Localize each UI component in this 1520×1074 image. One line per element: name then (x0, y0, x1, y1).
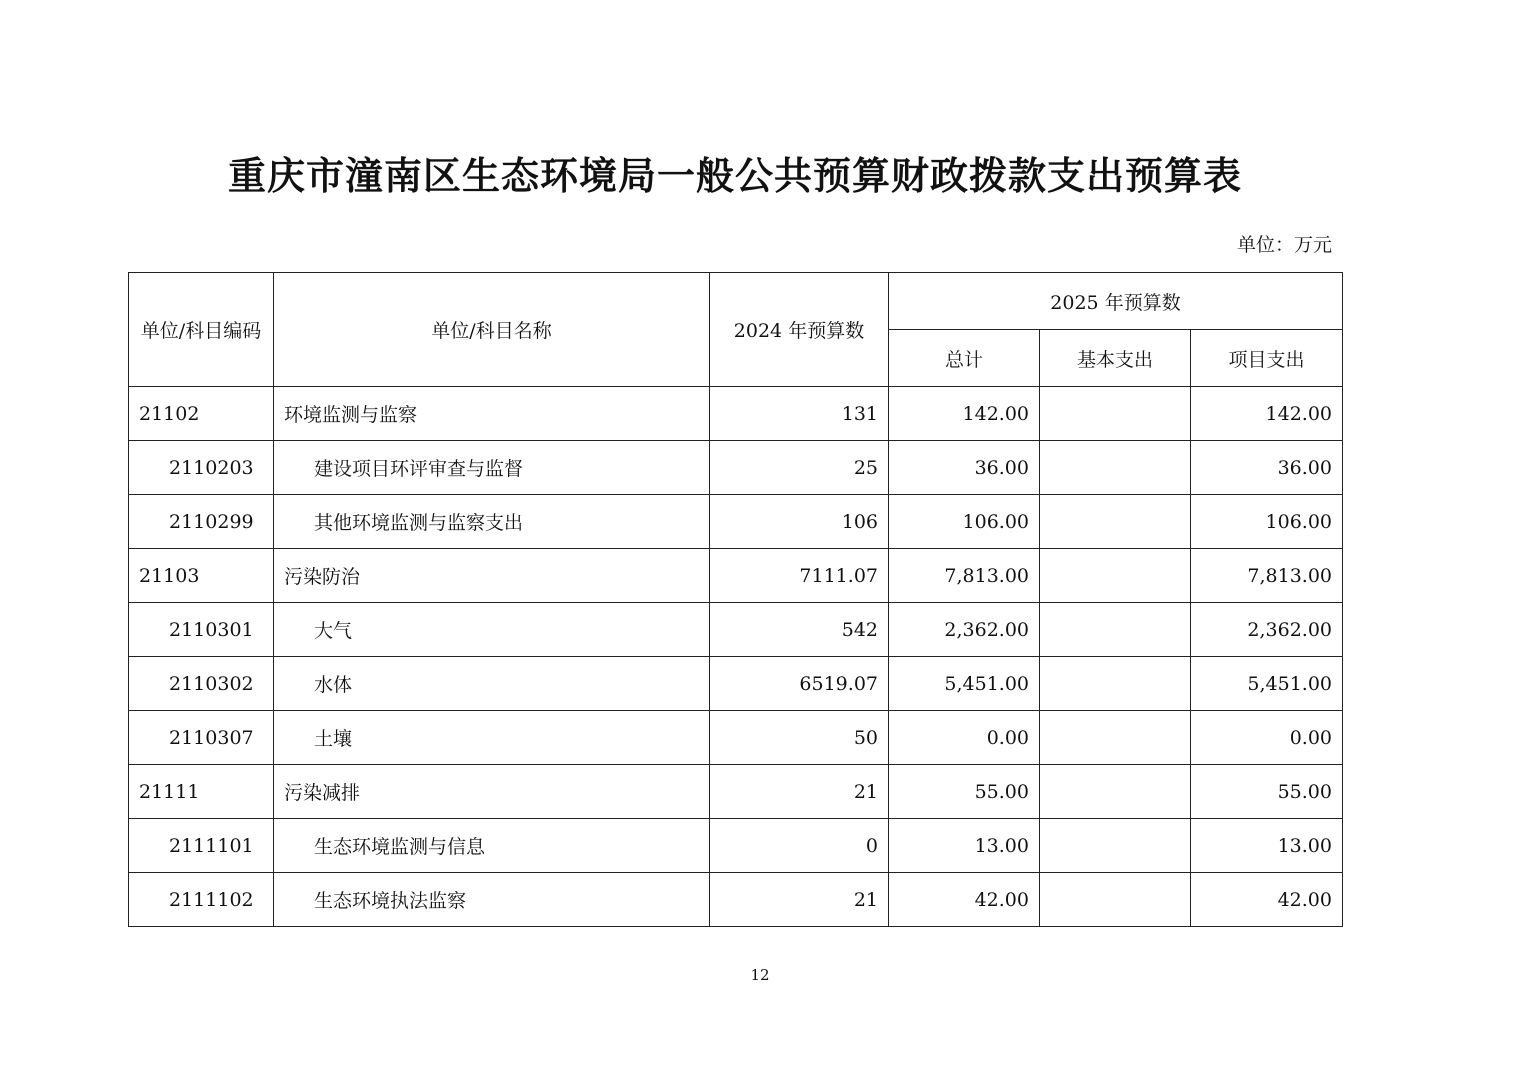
cell-project: 36.00 (1191, 441, 1343, 495)
cell-code: 2111102 (129, 873, 274, 927)
cell-total: 0.00 (889, 711, 1040, 765)
cell-name: 污染减排 (274, 765, 710, 819)
table-body (129, 387, 1343, 927)
cell-project: 2,362.00 (1191, 603, 1343, 657)
cell-budget-2024: 7111.07 (710, 549, 889, 603)
header-project: 项目支出 (1191, 330, 1343, 387)
cell-budget-2024: 542 (710, 603, 889, 657)
cell-basic (1040, 819, 1191, 873)
cell-name: 污染防治 (274, 549, 710, 603)
table-row (129, 873, 1343, 927)
cell-code: 2110302 (129, 657, 274, 711)
cell-basic (1040, 873, 1191, 927)
cell-basic (1040, 387, 1191, 441)
cell-total: 106.00 (889, 495, 1040, 549)
header-basic: 基本支出 (1040, 330, 1191, 387)
cell-name: 水体 (274, 657, 710, 711)
cell-basic (1040, 441, 1191, 495)
cell-budget-2024: 6519.07 (710, 657, 889, 711)
cell-code: 2111101 (129, 819, 274, 873)
cell-name: 大气 (274, 603, 710, 657)
table-row (129, 711, 1343, 765)
table-row (129, 765, 1343, 819)
cell-project: 55.00 (1191, 765, 1343, 819)
cell-total: 42.00 (889, 873, 1040, 927)
cell-budget-2024: 0 (710, 819, 889, 873)
page-number: 12 (750, 966, 770, 984)
table-row (129, 549, 1343, 603)
cell-basic (1040, 495, 1191, 549)
cell-name: 建设项目环评审查与监督 (274, 441, 710, 495)
header-total: 总计 (889, 330, 1040, 387)
cell-budget-2024: 106 (710, 495, 889, 549)
header-budget-2024: 2024 年预算数 (710, 273, 889, 387)
cell-project: 5,451.00 (1191, 657, 1343, 711)
table-row (129, 441, 1343, 495)
header-code: 单位/科目编码 (129, 273, 274, 387)
cell-project: 106.00 (1191, 495, 1343, 549)
cell-basic (1040, 657, 1191, 711)
cell-name: 生态环境执法监察 (274, 873, 710, 927)
unit-label: 单位：万元 (1236, 234, 1332, 256)
cell-budget-2024: 50 (710, 711, 889, 765)
table-row (129, 657, 1343, 711)
cell-basic (1040, 711, 1191, 765)
cell-total: 5,451.00 (889, 657, 1040, 711)
cell-budget-2024: 21 (710, 873, 889, 927)
header-budget-2025: 2025 年预算数 (889, 273, 1343, 330)
cell-total: 7,813.00 (889, 549, 1040, 603)
cell-basic (1040, 765, 1191, 819)
cell-name: 土壤 (274, 711, 710, 765)
header-row-primary (129, 273, 1343, 330)
cell-name: 其他环境监测与监察支出 (274, 495, 710, 549)
cell-total: 13.00 (889, 819, 1040, 873)
cell-code: 21102 (129, 387, 274, 441)
header-name: 单位/科目名称 (274, 273, 710, 387)
cell-project: 42.00 (1191, 873, 1343, 927)
table-row (129, 819, 1343, 873)
cell-code: 21103 (129, 549, 274, 603)
cell-budget-2024: 25 (710, 441, 889, 495)
cell-basic (1040, 549, 1191, 603)
cell-basic (1040, 603, 1191, 657)
table-row (129, 387, 1343, 441)
cell-code: 2110299 (129, 495, 274, 549)
cell-code: 2110203 (129, 441, 274, 495)
cell-name: 生态环境监测与信息 (274, 819, 710, 873)
cell-total: 55.00 (889, 765, 1040, 819)
cell-project: 13.00 (1191, 819, 1343, 873)
cell-project: 142.00 (1191, 387, 1343, 441)
table-row (129, 603, 1343, 657)
cell-name: 环境监测与监察 (274, 387, 710, 441)
cell-total: 36.00 (889, 441, 1040, 495)
table-row (129, 495, 1343, 549)
cell-project: 0.00 (1191, 711, 1343, 765)
cell-total: 2,362.00 (889, 603, 1040, 657)
budget-table (128, 272, 1343, 927)
cell-budget-2024: 21 (710, 765, 889, 819)
cell-total: 142.00 (889, 387, 1040, 441)
cell-code: 2110301 (129, 603, 274, 657)
cell-code: 2110307 (129, 711, 274, 765)
cell-code: 21111 (129, 765, 274, 819)
cell-project: 7,813.00 (1191, 549, 1343, 603)
document-title: 重庆市潼南区生态环境局一般公共预算财政拨款支出预算表 (227, 154, 1242, 198)
cell-budget-2024: 131 (710, 387, 889, 441)
